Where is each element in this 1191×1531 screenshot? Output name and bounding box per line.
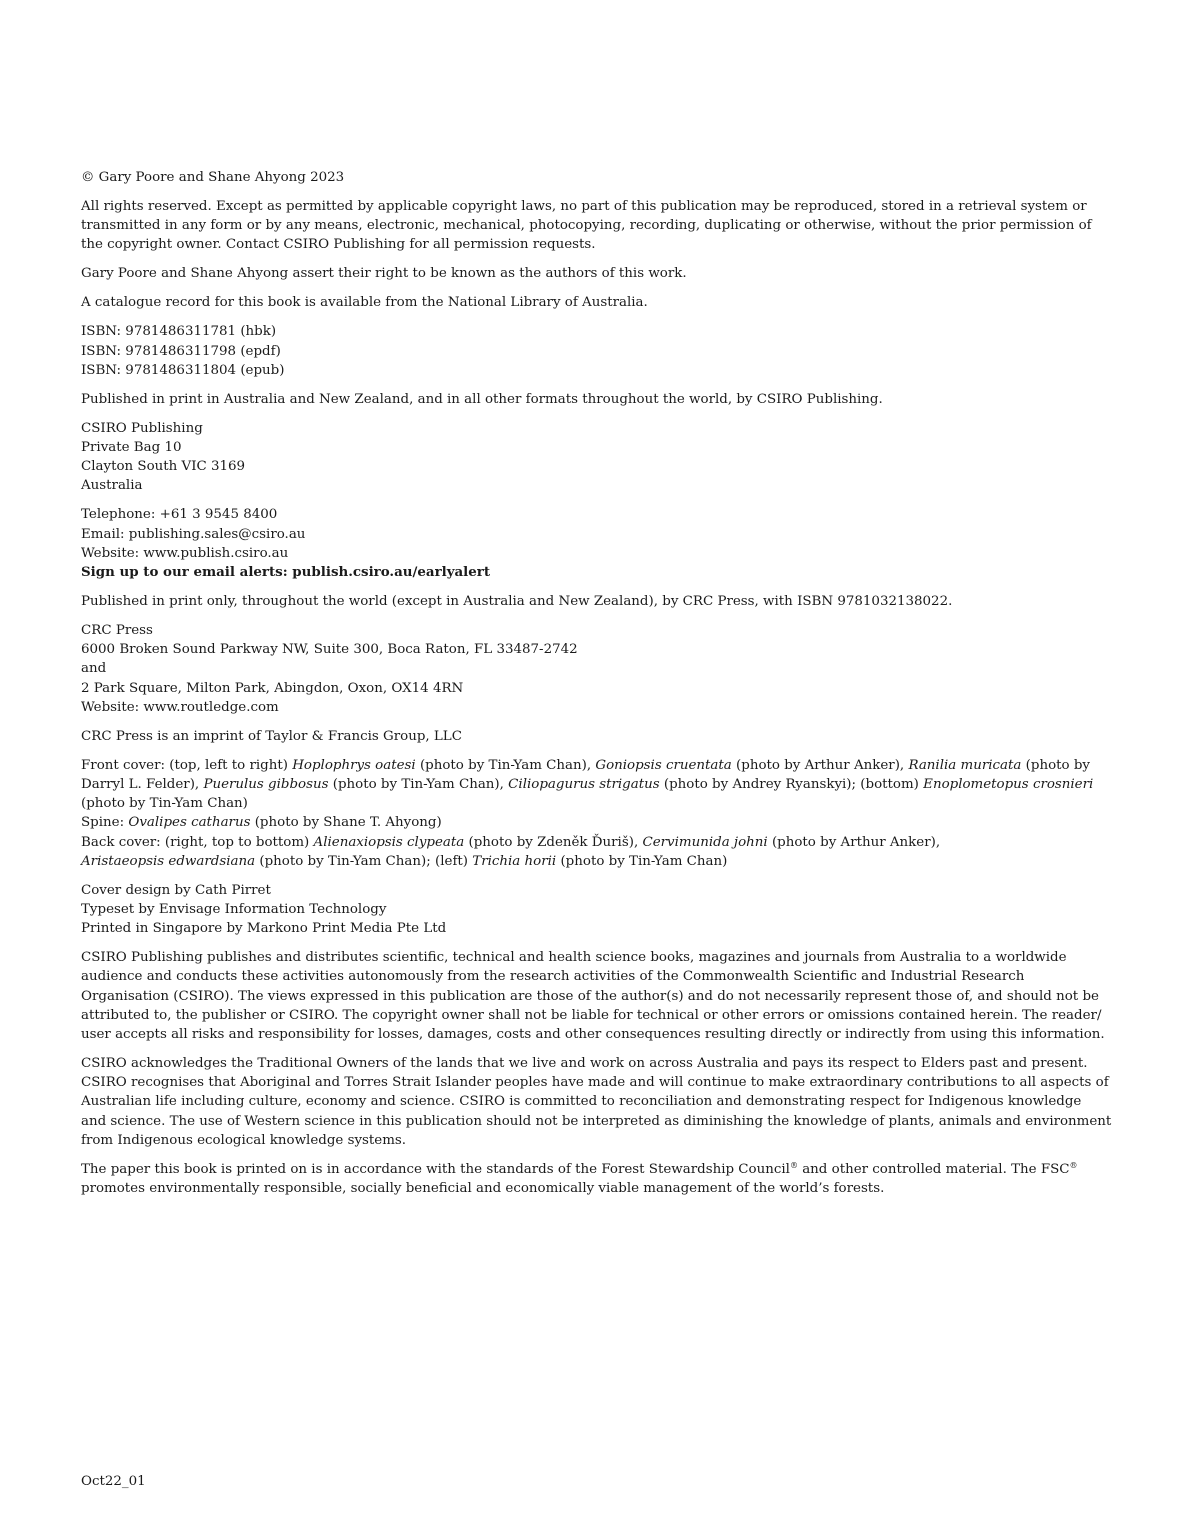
text-line: CSIRO acknowledges the Traditional Owners of the lands that we live and work on across Australia and pays its respect to Elders past and present. — [81, 1056, 1088, 1072]
footer-code: Oct22_01 — [81, 1474, 146, 1489]
spine-credit: Spine: Ovalipes catharus (photo by Shane T. Ahyong) — [81, 815, 442, 831]
fsc-statement — [81, 1160, 1081, 1198]
typeset-credit: Typeset by Envisage Information Technology — [81, 902, 387, 918]
front-cover-line-3: (photo by Tin-Yam Chan) — [81, 796, 248, 812]
front-cover-line-2: Darryl L. Felder), Puerulus gibbosus (photo by Tin-Yam Chan), Ciliopagurus strigatus (photo by Andrey Ryanskyi); (bottom) Enoplometopus crosnieri — [81, 777, 1094, 793]
production-credits — [81, 881, 1081, 939]
address-line: 2 Park Square, Milton Park, Abingdon, Oxon, OX14 4RN — [81, 680, 464, 696]
address-line: CSIRO Publishing — [81, 420, 203, 436]
catalogue-record: A catalogue record for this book is available from the National Library of Australia. — [81, 295, 648, 311]
crc-address — [81, 621, 1081, 717]
crc-imprint: CRC Press is an imprint of Taylor & Francis Group, LLC — [81, 728, 462, 744]
text-line: CSIRO Publishing publishes and distributes scientific, technical and health science books, magazines and journals from Australia to a worldwide — [81, 950, 1067, 966]
disclaimer-paragraph — [81, 948, 1105, 1044]
address-line: Private Bag 10 — [81, 440, 182, 456]
email-alerts-signup[interactable]: Sign up to our email alerts: publish.csiro.au/earlyalert — [81, 564, 491, 581]
cover-design-credit: Cover design by Cath Pirret — [81, 882, 271, 898]
authors-assertion: Gary Poore and Shane Ahyong assert their right to be known as the authors of this work. — [81, 266, 687, 282]
text-line: audience and conducts these activities autonomously from the research activities of the Commonwealth Scientific and Industrial Research — [81, 969, 1025, 985]
isbn-epub: ISBN: 9781486311804 (epub) — [81, 362, 285, 378]
text-line: attributed to, the publisher or CSIRO. The copyright owner shall not be liable for technical or other errors or omissions contained herein. The reader/ — [81, 1007, 1102, 1023]
crc-website[interactable]: Website: www.routledge.com — [81, 699, 279, 715]
text-line: from Indigenous ecological knowledge systems. — [81, 1132, 407, 1148]
address-line: CRC Press — [81, 623, 153, 639]
email[interactable]: Email: publishing.sales@csiro.au — [81, 526, 306, 542]
website[interactable]: Website: www.publish.csiro.au — [81, 545, 289, 561]
front-cover-line-1: Front cover: (top, left to right) Hoplophrys oatesi (photo by Tin-Yam Chan), Goniopsis cruentata (photo by Arthur Anker), Ranilia muricata (photo by — [81, 757, 1090, 773]
cover-credits — [81, 756, 1094, 871]
address-line: Australia — [81, 478, 143, 494]
text-line: Organisation (CSIRO). The views expressed in this publication are those of the author(s) and do not necessarily represent those of, and should not be — [81, 988, 1099, 1004]
registered-mark: ® — [1069, 1160, 1078, 1170]
address-line: Clayton South VIC 3169 — [81, 459, 246, 475]
isbn-epdf: ISBN: 9781486311798 (epdf) — [81, 343, 281, 359]
imprint-page — [81, 168, 1112, 1208]
rights-paragraph: All rights reserved. Except as permitted by applicable copyright laws, no part of this publication may be reproduced, stored in a retrieval system or transmitted in any form or by any means, electronic, mechanical, photocopying, recording, duplicating or otherwise, without the prior permission of the copyright owner. Contact CSIRO Publishing for all permission requests. — [81, 199, 1092, 253]
contact-block — [81, 505, 1081, 582]
text-line: Australian life including culture, economy and science. CSIRO is committed to reconciliation and demonstrating respect for Indigenous knowledge — [81, 1094, 1082, 1110]
text-line: and science. The use of Western science in this publication should not be interpreted as diminishing the knowledge of plants, animals and environment — [81, 1113, 1112, 1129]
text-line: user accepts all risks and responsibility for losses, damages, costs and other consequences resulting directly or indirectly from using this information. — [81, 1027, 1105, 1043]
published-by-crc: Published in print only, throughout the world (except in Australia and New Zealand), by CRC Press, with ISBN 9781032138022. — [81, 594, 953, 610]
telephone: Telephone: +61 3 9545 8400 — [81, 507, 278, 523]
acknowledgement-paragraph — [81, 1054, 1112, 1150]
registered-mark: ® — [789, 1160, 798, 1170]
fsc-line-2: promotes environmentally responsible, socially beneficial and economically viable management of the world’s forests. — [81, 1181, 885, 1197]
address-line: 6000 Broken Sound Parkway NW, Suite 300, Boca Raton, FL 33487-2742 — [81, 642, 578, 658]
fsc-line-1: The paper this book is printed on is in accordance with the standards of the Forest Stewardship Council® and other controlled material. The FSC® — [81, 1160, 1078, 1177]
address-line: and — [81, 661, 107, 677]
csiro-address — [81, 419, 1081, 496]
printer-credit: Printed in Singapore by Markono Print Media Pte Ltd — [81, 921, 447, 937]
text-line: CSIRO recognises that Aboriginal and Torres Strait Islander peoples have made and will continue to make extraordinary contributions to all aspects of — [81, 1075, 1109, 1091]
copyright-line: © Gary Poore and Shane Ahyong 2023 — [81, 170, 345, 185]
back-cover-line-1: Back cover: (right, top to bottom) Alienaxiopsis clypeata (photo by Zdeněk Ďuriš), Cervimunida johni (photo by Arthur Anker), — [81, 834, 941, 850]
published-by-csiro: Published in print in Australia and New Zealand, and in all other formats throughout the world, by CSIRO Publishing. — [81, 391, 883, 407]
isbn-hbk: ISBN: 9781486311781 (hbk) — [81, 324, 277, 340]
back-cover-line-2: Aristaeopsis edwardsiana (photo by Tin-Yam Chan); (left) Trichia horii (photo by Tin-Yam Chan) — [81, 853, 728, 869]
isbn-list — [81, 322, 1081, 380]
